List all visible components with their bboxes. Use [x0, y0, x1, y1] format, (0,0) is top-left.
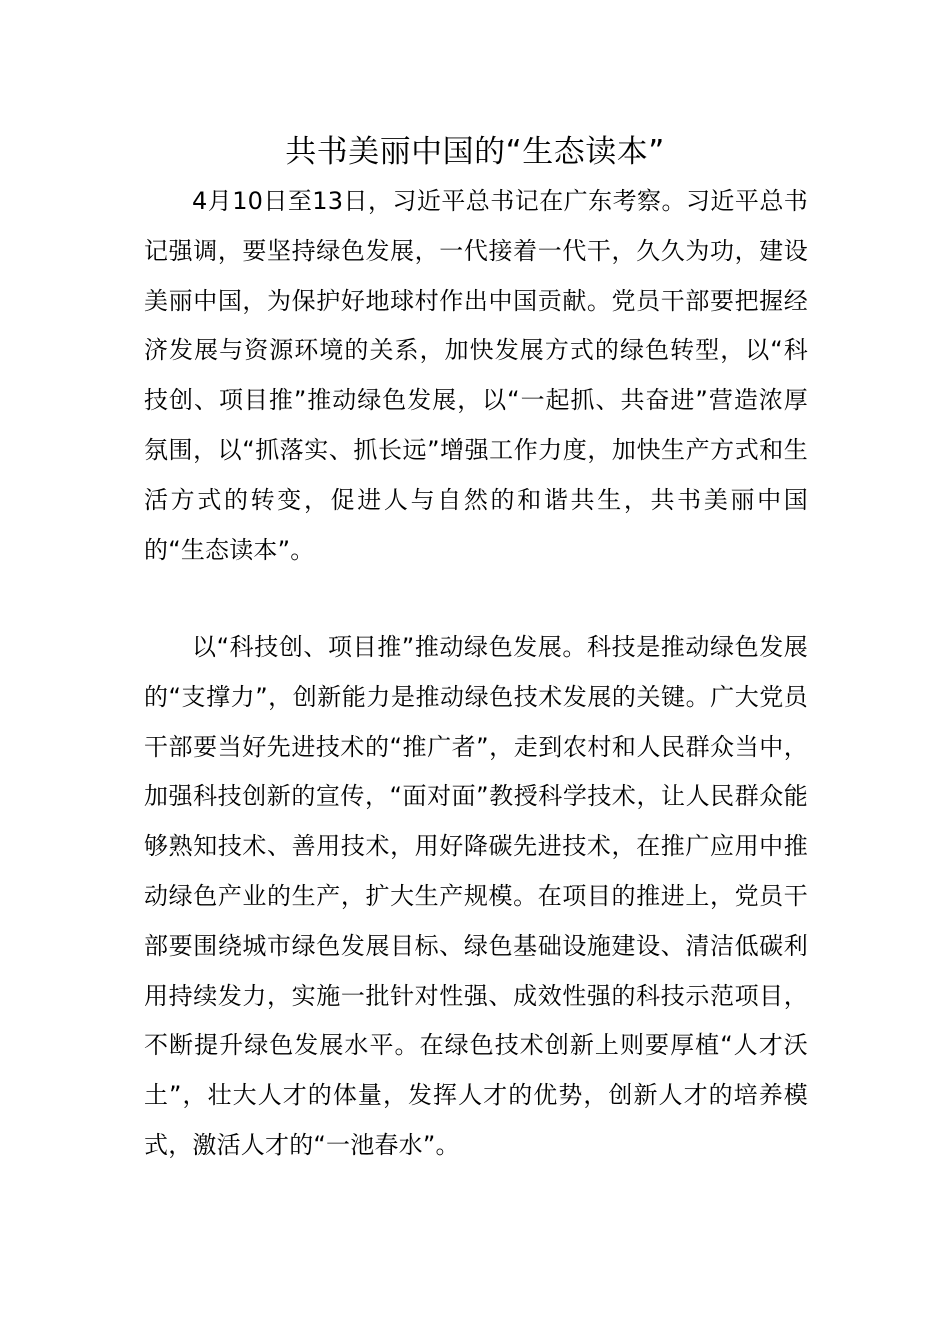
document-title: 共书美丽中国的“生态读本” — [285, 134, 665, 170]
paragraph-technology: 以“科技创、项目推”推动绿色发展。科技是推动绿色发展的“支撑力”，创新能力是推动绿色技术发展的关键。广大党员干部要当好先进技术的“推广者”，走到农村和人民群众当中，加强科技创新的宣传，“面对面”教授科学技术，让人民群众能够熟知技术、善用技术，用好降碳先进技术，在推广应用中推动绿色产业的生产，扩大生产规模。在项目的推进上，党员干部要围绕城市绿色发展目标、绿色基础设施建设、清洁低碳利用持续发力，实施一批针对性强、成效性强的科技示范项目，不断提升绿色发展水平。在绿色技术创新上则要厚植“人才沃土”，壮大人才的体量，发挥人才的优势，创新人才的培养模式，激活人才的“一池春水”。 — [144, 633, 808, 1159]
paragraph-intro: 4月10日至13日，习近平总书记在广东考察。习近平总书记强调，要坚持绿色发展，一代接着一代干，久久为功，建设美丽中国，为保护好地球村作出中国贡献。党员干部要把握经济发展与资源环境的关系，加快发展方式的绿色转型，以“科技创、项目推”推动绿色发展，以“一起抓、共奋进”营造浓厚氛围，以“抓落实、抓长远”增强工作力度，加快生产方式和生活方式的转变，促进人与自然的和谐共生，共书美丽中国的“生态读本”。 — [144, 187, 808, 564]
